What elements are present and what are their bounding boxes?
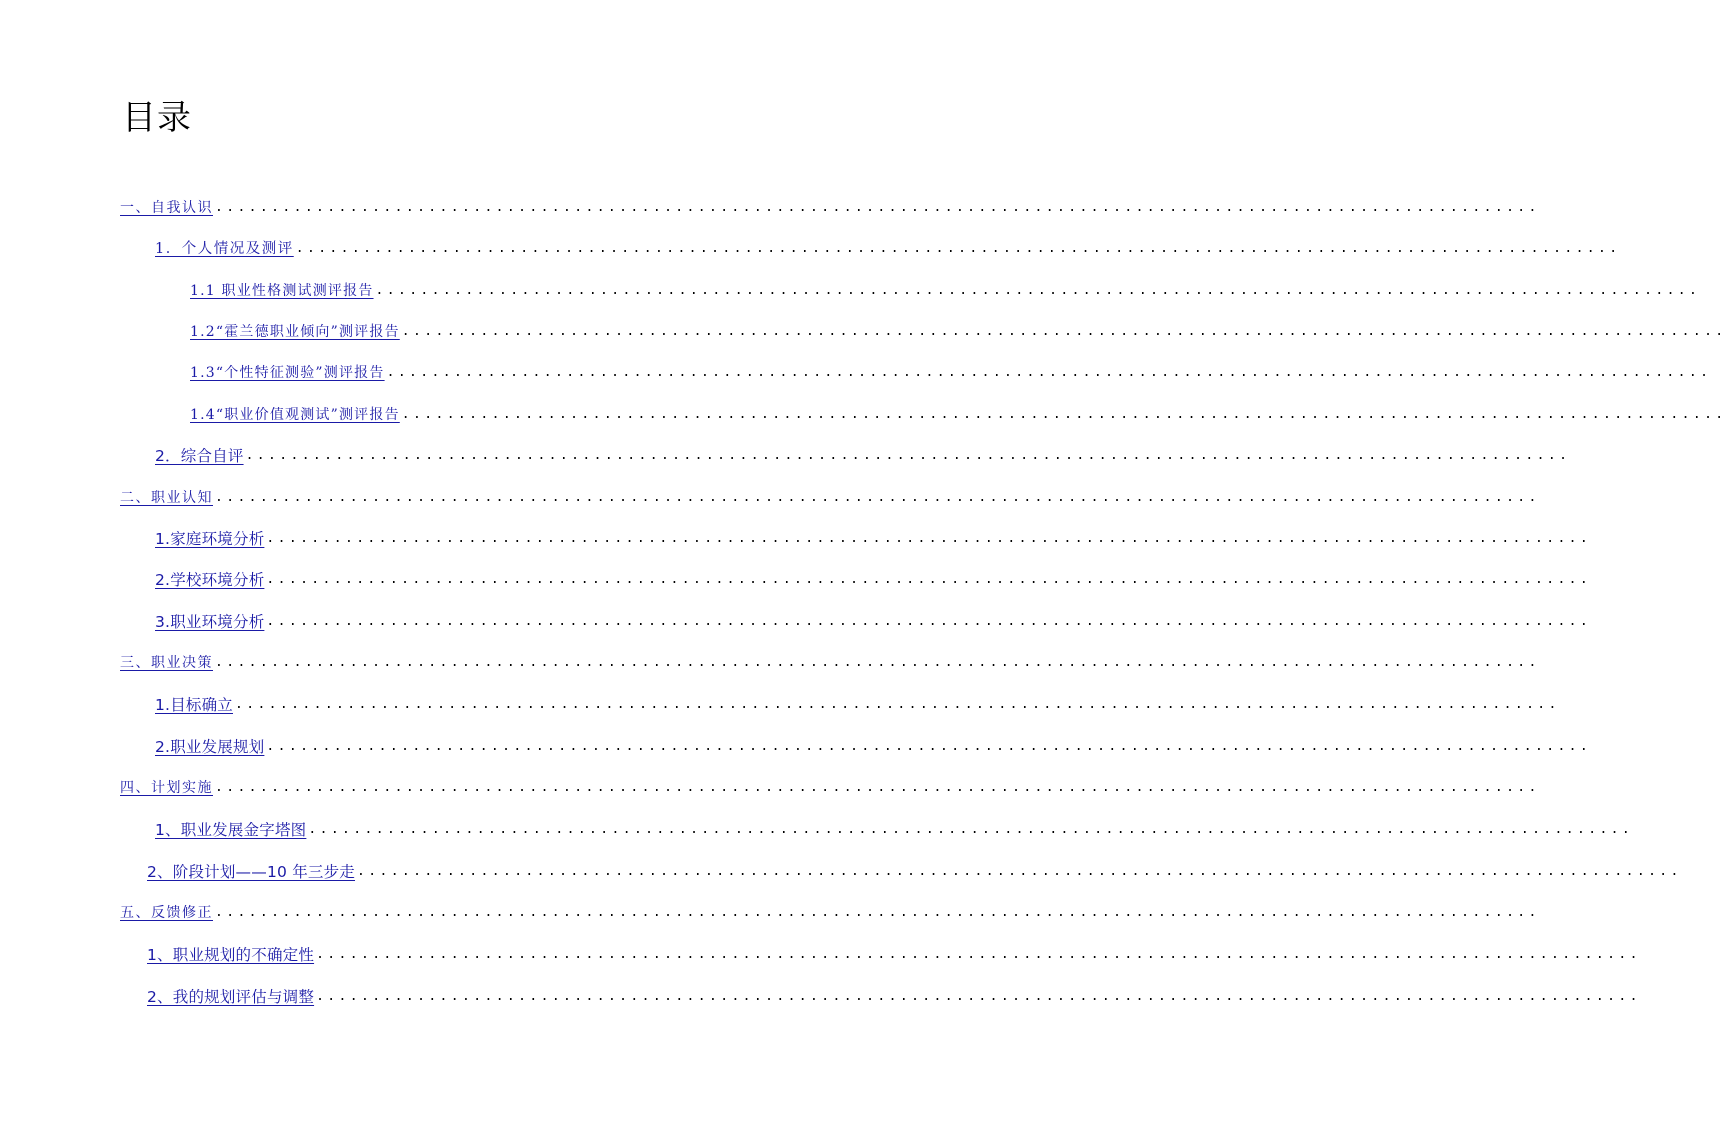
toc-entry-label: 2、我的规划评估与调整 <box>147 988 315 1006</box>
toc-entry-self-evaluation[interactable] <box>155 442 1571 466</box>
toc-leader-dots: ...................................................................................................................... <box>401 324 1727 339</box>
toc-leader-dots: ...................................................................................................................... <box>375 283 1701 298</box>
toc-entry-plan-implementation[interactable] <box>120 774 1540 798</box>
toc-entry-career-cognition[interactable] <box>120 484 1540 508</box>
toc-leader-dots: ...................................................................................................................... <box>295 241 1621 256</box>
toc-leader-dots: ...................................................................................................................... <box>235 697 1560 712</box>
toc-entry-trait-report[interactable] <box>190 359 1712 383</box>
toc-entry-label: 1.家庭环境分析 <box>155 530 265 548</box>
toc-leader-dots: ...................................................................................................................... <box>266 572 1592 587</box>
toc-entry-label: 四、计划实施 <box>120 780 213 796</box>
toc-leader-dots: ...................................................................................................................... <box>316 989 1641 1004</box>
toc-entry-career-environment[interactable] <box>155 608 1592 632</box>
toc-entry-stage-plan[interactable] <box>147 858 1682 882</box>
toc-entry-label: 2.职业发展规划 <box>155 738 265 756</box>
toc-entry-label: 1.目标确立 <box>155 696 233 714</box>
toc-leader-dots: ...................................................................................................................... <box>357 864 1682 879</box>
toc-entry-label: 五、反馈修正 <box>120 905 213 921</box>
toc-leader-dots: ...................................................................................................................... <box>215 200 1540 215</box>
toc-entry-holland-report[interactable] <box>190 318 1727 342</box>
toc-leader-dots: ...................................................................................................................... <box>308 822 1634 837</box>
toc-entry-personality-report[interactable] <box>190 277 1701 301</box>
toc-entry-label: 1.3“个性特征测验”测评报告 <box>190 365 385 381</box>
toc-leader-dots: ...................................................................................................................... <box>266 531 1592 546</box>
toc-entry-label: 3.职业环境分析 <box>155 613 265 631</box>
toc-entry-label: 2.学校环境分析 <box>155 571 265 589</box>
toc-entry-label: 1、职业发展金字塔图 <box>155 821 307 839</box>
toc-entry-label: 1.1 职业性格测试测评报告 <box>190 283 374 299</box>
toc-entry-evaluation-adjustment[interactable] <box>147 983 1641 1007</box>
toc-leader-dots: ...................................................................................................................... <box>386 365 1712 380</box>
toc-leader-dots: ...................................................................................................................... <box>215 780 1540 795</box>
toc-leader-dots: ...................................................................................................................... <box>266 614 1592 629</box>
toc-leader-dots: ...................................................................................................................... <box>215 905 1540 920</box>
toc-entry-goal-setting[interactable] <box>155 691 1560 715</box>
toc-entry-career-decision[interactable] <box>120 649 1540 673</box>
page-title: 目录 <box>122 98 192 138</box>
toc-leader-dots: ...................................................................................................................... <box>266 739 1592 754</box>
toc-entry-label: 1．个人情况及测评 <box>155 241 294 257</box>
toc-leader-dots: ...................................................................................................................... <box>316 947 1641 962</box>
toc-entry-label: 1、职业规划的不确定性 <box>147 946 315 964</box>
toc-leader-dots: ...................................................................................................................... <box>215 655 1540 670</box>
toc-entry-label: 1.2“霍兰德职业倾向”测评报告 <box>190 324 400 340</box>
toc-leader-dots: ...................................................................................................................... <box>215 490 1540 505</box>
toc-entry-label: 三、职业决策 <box>120 655 213 671</box>
toc-entry-uncertainty[interactable] <box>147 941 1641 965</box>
toc-entry-self-awareness[interactable] <box>120 194 1540 218</box>
toc-entry-feedback-correction[interactable] <box>120 899 1540 923</box>
toc-entry-label: 2、阶段计划——10 年三步走 <box>147 863 356 881</box>
toc-leader-dots: ...................................................................................................................... <box>401 407 1727 422</box>
toc-leader-dots: ...................................................................................................................... <box>245 448 1571 463</box>
toc-entry-school-analysis[interactable] <box>155 566 1592 590</box>
toc-entry-label: 1.4“职业价值观测试”测评报告 <box>190 407 400 423</box>
toc-entry-label: 二、职业认知 <box>120 490 213 506</box>
toc-entry-pyramid-chart[interactable] <box>155 816 1634 840</box>
toc-entry-personal-assessment[interactable] <box>155 235 1621 259</box>
toc-entry-development-plan[interactable] <box>155 733 1592 757</box>
toc-entry-values-report[interactable] <box>190 401 1727 425</box>
toc-entry-family-analysis[interactable] <box>155 525 1592 549</box>
toc-entry-label: 一、自我认识 <box>120 200 213 216</box>
toc-entry-label: 2．综合自评 <box>155 447 244 465</box>
